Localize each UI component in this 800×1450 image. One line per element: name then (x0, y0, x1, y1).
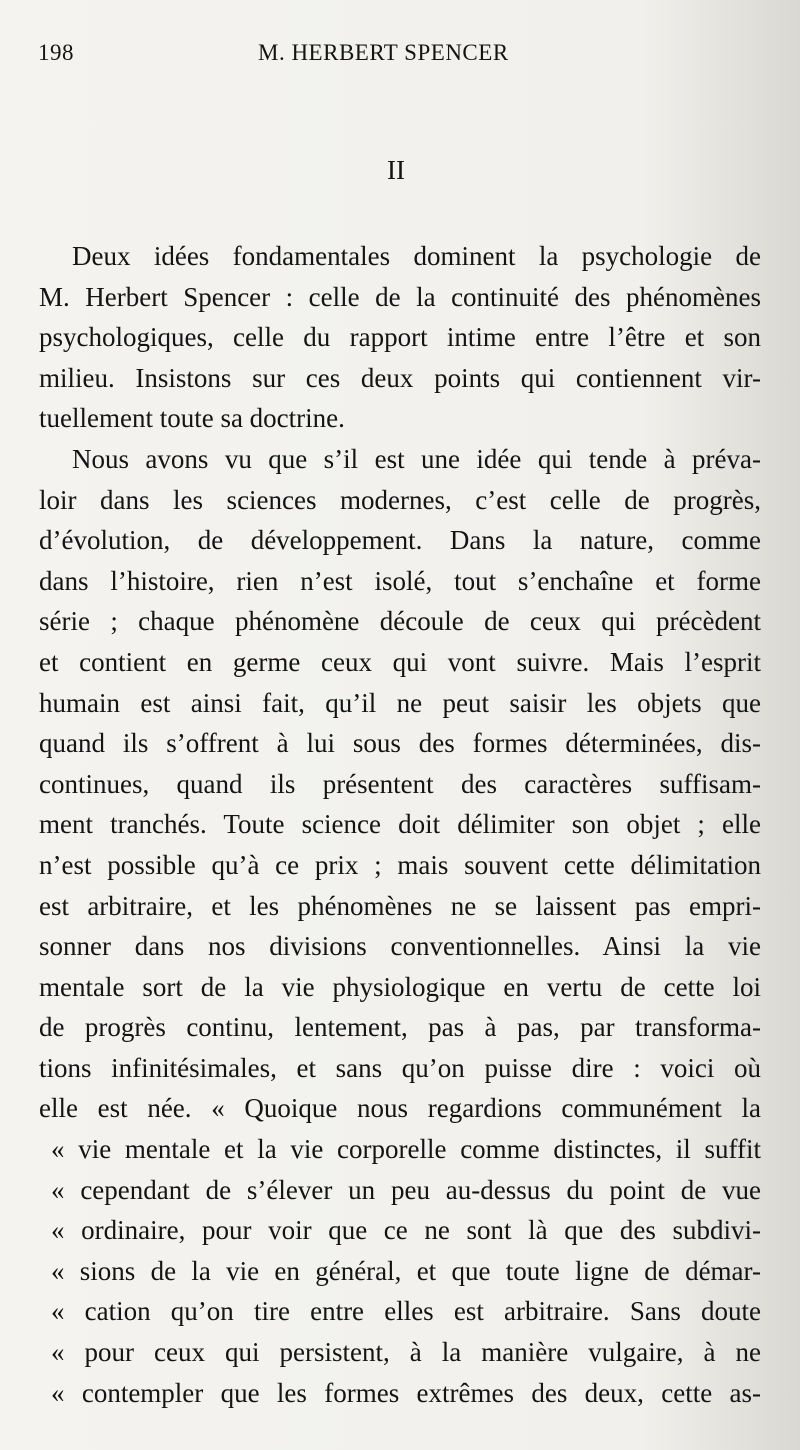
text-line: ment tranchés. Toute science doit délimiter son objet ; elle (39, 809, 761, 840)
text-line: et contient en germe ceux qui vont suivre. Mais l’esprit (39, 646, 761, 677)
text-line: tions infinitésimales, et sans qu’on puisse dire : voici où (39, 1052, 761, 1083)
text-line: série ; chaque phénomène découle de ceux qui précèdent (39, 606, 761, 637)
section-heading (0, 155, 800, 186)
text-line: humain est ainsi fait, qu’il ne peut saisir les objets que (39, 687, 761, 718)
text-line: quand ils s’offrent à lui sous des formes déterminées, dis- (39, 728, 761, 759)
text-line: de progrès continu, lentement, pas à pas, par transforma- (39, 1012, 761, 1043)
text-line: d’évolution, de développement. Dans la nature, comme (39, 525, 761, 556)
section-numeral: II (387, 155, 405, 185)
text-line: « vie mentale et la vie corporelle comme distinctes, il suffit (51, 1134, 761, 1165)
text-line: Deux idées fondamentales dominent la psychologie de (72, 241, 761, 271)
text-line: sonner dans nos divisions conventionnelles. Ainsi la vie (39, 931, 761, 962)
text-line: n’est possible qu’à ce prix ; mais souvent cette délimitation (39, 849, 761, 880)
text-line: continues, quand ils présentent des caractères suffisam- (39, 768, 761, 799)
text-line: dans l’histoire, rien n’est isolé, tout s’enchaîne et forme (39, 565, 761, 596)
text-line: psychologiques, celle du rapport intime entre l’être et son (39, 322, 761, 353)
text-line: « ordinaire, pour voir que ce ne sont là que des subdivi- (51, 1215, 761, 1246)
text-line: tuellement toute sa doctrine. (39, 403, 345, 434)
text-line: milieu. Insistons sur ces deux points qui contiennent vir- (39, 362, 761, 393)
text-line: M. Herbert Spencer : celle de la continuité des phénomènes (39, 281, 761, 312)
text-line: mentale sort de la vie physiologique en vertu de cette loi (39, 971, 761, 1002)
text-line: Nous avons vu que s’il est une idée qui tende à préva- (72, 443, 761, 474)
text-line: « cependant de s’élever un peu au-dessus du point de vue (51, 1174, 761, 1205)
text-line: « pour ceux qui persistent, à la manière vulgaire, à ne (51, 1337, 761, 1368)
text-line: elle est née. « Quoique nous regardions communément la (39, 1093, 761, 1124)
text-line: est arbitraire, et les phénomènes ne se laissent pas empri- (39, 890, 761, 921)
running-head: M. HERBERT SPENCER (258, 40, 509, 65)
text-line: « sions de la vie en général, et que toute ligne de démar- (51, 1255, 761, 1286)
text-line: « cation qu’on tire entre elles est arbitraire. Sans doute (51, 1296, 761, 1327)
page-header (38, 40, 768, 80)
body-text (39, 236, 761, 1413)
text-line: « contempler que les formes extrêmes des deux, cette as- (51, 1377, 761, 1408)
page-number: 198 (38, 40, 74, 65)
text-line: loir dans les sciences modernes, c’est celle de progrès, (39, 484, 761, 515)
